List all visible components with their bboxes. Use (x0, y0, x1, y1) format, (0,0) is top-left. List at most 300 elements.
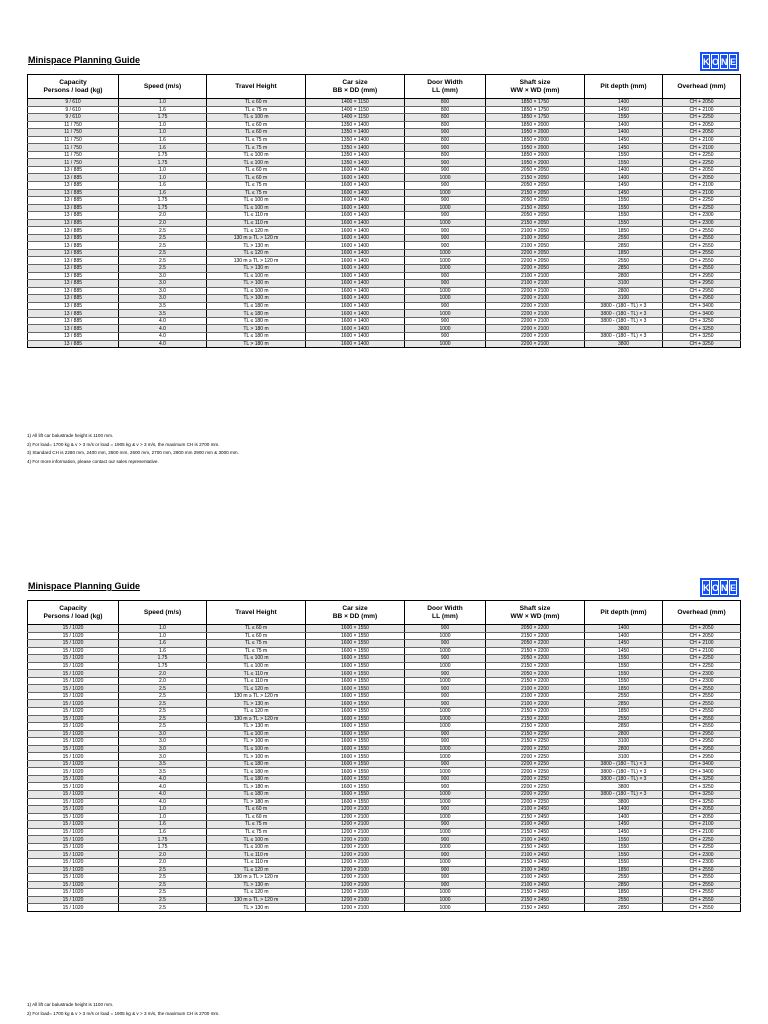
table-cell: CH + 2250 (663, 159, 741, 167)
table-cell: 3.5 (119, 760, 207, 768)
table-cell: 900 (405, 700, 486, 708)
table-row (28, 866, 741, 874)
table-cell: TL ≤ 60 m (207, 166, 306, 174)
column-header-text: Car size (342, 604, 368, 612)
table-row (28, 310, 741, 318)
table-cell: TL ≤ 100 m (207, 745, 306, 753)
column-header-text: Door Width (427, 604, 463, 612)
table-cell: 15 / 1020 (28, 783, 119, 791)
table-cell: CH + 2550 (663, 723, 741, 731)
table-cell: 1600 × 1550 (306, 738, 405, 746)
table-cell: 1400 × 1150 (306, 114, 405, 122)
table-cell: CH + 3250 (663, 783, 741, 791)
table-cell: 2200 × 2100 (486, 287, 585, 295)
table-cell: CH + 3400 (663, 760, 741, 768)
table-cell: 3800 - (180 - TL) × 3 (585, 768, 663, 776)
table-cell: 900 (405, 625, 486, 633)
table-cell: 1000 (405, 791, 486, 799)
table-cell: 15 / 1020 (28, 798, 119, 806)
table-cell: 900 (405, 655, 486, 663)
table-cell: 3.0 (119, 738, 207, 746)
table-cell: 1600 × 1550 (306, 632, 405, 640)
table-cell: 900 (405, 280, 486, 288)
table-cell: 1600 × 1400 (306, 302, 405, 310)
table-row (28, 828, 741, 836)
table-row (28, 159, 741, 167)
table-cell: 13 / 885 (28, 227, 119, 235)
table-cell: 11 / 750 (28, 121, 119, 129)
table-cell: 130 m ≥ TL > 120 m (207, 896, 306, 904)
table-cell: CH + 2050 (663, 166, 741, 174)
table-cell: TL ≤ 75 m (207, 821, 306, 829)
table-cell: 2050 × 2200 (486, 640, 585, 648)
table-cell: 2200 × 2050 (486, 257, 585, 265)
table-cell: 900 (405, 129, 486, 137)
table-cell: 15 / 1020 (28, 700, 119, 708)
column-header (207, 601, 306, 625)
table-cell: 13 / 885 (28, 295, 119, 303)
table-cell: 13 / 885 (28, 317, 119, 325)
table-cell: TL ≤ 180 m (207, 760, 306, 768)
table-cell: CH + 2550 (663, 234, 741, 242)
table-cell: 2150 × 2200 (486, 662, 585, 670)
table-row (28, 287, 741, 295)
table-cell: CH + 2100 (663, 106, 741, 114)
table-cell: 1600 × 1400 (306, 295, 405, 303)
table-cell: 2850 (585, 265, 663, 273)
table-cell: TL ≤ 75 m (207, 647, 306, 655)
table-cell: TL ≤ 180 m (207, 310, 306, 318)
table-cell: 3800 - (180 - TL) × 3 (585, 775, 663, 783)
column-header-text: Shaft size (519, 78, 551, 86)
table-cell: 2.0 (119, 670, 207, 678)
table-cell: 15 / 1020 (28, 889, 119, 897)
table-row (28, 708, 741, 716)
table-cell: 1.6 (119, 182, 207, 190)
table-cell: 900 (405, 182, 486, 190)
table-cell: CH + 2100 (663, 189, 741, 197)
column-header-text: Pit depth (mm) (600, 82, 647, 90)
table-cell: TL ≤ 75 m (207, 136, 306, 144)
table-cell: 15 / 1020 (28, 806, 119, 814)
table-cell: 1.0 (119, 813, 207, 821)
table-cell: CH + 2250 (663, 655, 741, 663)
table-row (28, 106, 741, 114)
table-row (28, 151, 741, 159)
table-cell: 1600 × 1550 (306, 677, 405, 685)
table-cell: 2.5 (119, 234, 207, 242)
table-cell: 13 / 885 (28, 310, 119, 318)
table-cell: 2200 × 2250 (486, 791, 585, 799)
column-header (585, 601, 663, 625)
table-cell: 2.5 (119, 242, 207, 250)
table-cell: 3.0 (119, 295, 207, 303)
table-cell: 1550 (585, 662, 663, 670)
table-cell: 1600 × 1550 (306, 723, 405, 731)
table-cell: 15 / 1020 (28, 858, 119, 866)
table-cell: 15 / 1020 (28, 715, 119, 723)
table-row (28, 234, 741, 242)
table-cell: CH + 2100 (663, 647, 741, 655)
table-cell: 15 / 1020 (28, 738, 119, 746)
table-cell: CH + 3250 (663, 775, 741, 783)
table-row (28, 257, 741, 265)
table-cell: TL ≤ 100 m (207, 151, 306, 159)
table-cell: 1000 (405, 828, 486, 836)
table-cell: 2.5 (119, 896, 207, 904)
table-cell: CH + 2950 (663, 745, 741, 753)
table-row (28, 753, 741, 761)
footnotes (27, 1001, 220, 1018)
table-cell: TL ≤ 110 m (207, 858, 306, 866)
table-cell: TL ≤ 100 m (207, 662, 306, 670)
column-header-text: Overhead (mm) (677, 82, 726, 90)
table-cell: 1000 (405, 745, 486, 753)
table-cell: 1850 × 1750 (486, 99, 585, 107)
table-cell: 2.5 (119, 692, 207, 700)
table-cell: 1600 × 1550 (306, 640, 405, 648)
table-cell: 2150 × 2200 (486, 708, 585, 716)
table-cell: CH + 2950 (663, 730, 741, 738)
table-row (28, 783, 741, 791)
table-cell: 1400 × 1150 (306, 99, 405, 107)
table-cell: 1200 × 2100 (306, 858, 405, 866)
planning-table (27, 74, 741, 348)
table-cell: 2200 × 2050 (486, 265, 585, 273)
table-cell: TL ≤ 180 m (207, 791, 306, 799)
table-cell: 9 / 610 (28, 99, 119, 107)
table-cell: CH + 2100 (663, 136, 741, 144)
table-cell: CH + 2300 (663, 677, 741, 685)
table-cell: 1.75 (119, 843, 207, 851)
table-cell: 2050 × 2200 (486, 625, 585, 633)
table-cell: TL ≤ 120 m (207, 249, 306, 257)
table-cell: 15 / 1020 (28, 685, 119, 693)
table-cell: 900 (405, 242, 486, 250)
table-cell: 1350 × 1400 (306, 144, 405, 152)
planning-table (27, 600, 741, 912)
table-cell: 1600 × 1550 (306, 662, 405, 670)
table-cell: 13 / 885 (28, 272, 119, 280)
table-cell: 1.75 (119, 159, 207, 167)
table-cell: 13 / 885 (28, 302, 119, 310)
table-cell: CH + 2050 (663, 806, 741, 814)
table-cell: CH + 2050 (663, 625, 741, 633)
table-cell: CH + 2550 (663, 881, 741, 889)
table-row (28, 730, 741, 738)
table-cell: TL ≤ 110 m (207, 677, 306, 685)
table-cell: 2.5 (119, 265, 207, 273)
table-cell: 1000 (405, 340, 486, 348)
table-cell: 1600 × 1400 (306, 204, 405, 212)
table-cell: 1350 × 1400 (306, 159, 405, 167)
table-cell: 1000 (405, 295, 486, 303)
table-cell: 1.75 (119, 836, 207, 844)
table-cell: 1000 (405, 843, 486, 851)
table-row (28, 715, 741, 723)
table-cell: 15 / 1020 (28, 904, 119, 912)
table-cell: CH + 2550 (663, 715, 741, 723)
kone-logo (700, 578, 739, 597)
table-cell: TL ≤ 120 m (207, 889, 306, 897)
table-cell: 1600 × 1400 (306, 182, 405, 190)
table-cell: 1000 (405, 798, 486, 806)
table-cell: 1000 (405, 219, 486, 227)
table-cell: TL ≤ 60 m (207, 632, 306, 640)
table-cell: 1.0 (119, 99, 207, 107)
table-cell: 1000 (405, 632, 486, 640)
table-cell: 900 (405, 234, 486, 242)
table-cell: TL ≤ 100 m (207, 836, 306, 844)
table-cell: 13 / 885 (28, 174, 119, 182)
column-header-text: Capacity (59, 78, 87, 86)
table-cell: 1850 × 2000 (486, 136, 585, 144)
table-cell: 11 / 750 (28, 159, 119, 167)
table-row (28, 821, 741, 829)
table-cell: 3800 - (180 - TL) × 3 (585, 310, 663, 318)
table-cell: 1550 (585, 159, 663, 167)
table-cell: TL ≤ 100 m (207, 114, 306, 122)
table-cell: CH + 2250 (663, 197, 741, 205)
table-cell: 15 / 1020 (28, 625, 119, 633)
table-cell: 3100 (585, 280, 663, 288)
table-cell: CH + 2250 (663, 836, 741, 844)
table-cell: 13 / 885 (28, 332, 119, 340)
table-cell: 1550 (585, 843, 663, 851)
table-cell: 130 m ≥ TL > 120 m (207, 257, 306, 265)
table-cell: 15 / 1020 (28, 640, 119, 648)
table-cell: 2100 × 2450 (486, 874, 585, 882)
table-row (28, 625, 741, 633)
table-cell: 3800 - (180 - TL) × 3 (585, 332, 663, 340)
table-cell: 2050 × 2050 (486, 197, 585, 205)
table-cell: 800 (405, 99, 486, 107)
table-cell: 1850 (585, 866, 663, 874)
table-cell: 2150 × 2050 (486, 174, 585, 182)
table-cell: 2800 (585, 272, 663, 280)
column-header (28, 75, 119, 99)
table-cell: 13 / 885 (28, 204, 119, 212)
column-header-text: Persons / load (kg) (43, 612, 103, 620)
table-cell: 1000 (405, 287, 486, 295)
table-cell: 15 / 1020 (28, 881, 119, 889)
table-cell: 1550 (585, 677, 663, 685)
table-cell: 800 (405, 106, 486, 114)
table-cell: 900 (405, 212, 486, 220)
column-header (119, 75, 207, 99)
table-cell: TL ≤ 180 m (207, 332, 306, 340)
table-cell: 900 (405, 881, 486, 889)
table-cell: 1200 × 2100 (306, 828, 405, 836)
table-cell: 4.0 (119, 332, 207, 340)
table-row (28, 677, 741, 685)
table-cell: TL ≤ 100 m (207, 730, 306, 738)
table-cell: 4.0 (119, 798, 207, 806)
table-cell: TL ≤ 60 m (207, 174, 306, 182)
table-cell: 1200 × 2100 (306, 843, 405, 851)
table-cell: 1850 (585, 685, 663, 693)
table-cell: CH + 2550 (663, 265, 741, 273)
table-cell: 15 / 1020 (28, 677, 119, 685)
footnote: 2) For load= 1700 kg & v > 3 m/s or load = 1905 kg & v > 3 m/s, the maximum CH is 2700 mm. (27, 1010, 220, 1016)
table-cell: 13 / 885 (28, 280, 119, 288)
table-cell: 1600 × 1400 (306, 242, 405, 250)
table-cell: 1600 × 1400 (306, 227, 405, 235)
table-cell: 4.0 (119, 775, 207, 783)
table-cell: 1450 (585, 182, 663, 190)
table-cell: 1.0 (119, 625, 207, 633)
table-cell: 2100 × 2450 (486, 821, 585, 829)
table-cell: TL ≤ 100 m (207, 843, 306, 851)
table-cell: CH + 2550 (663, 708, 741, 716)
table-row (28, 332, 741, 340)
table-cell: TL > 180 m (207, 340, 306, 348)
table-cell: 1600 × 1400 (306, 212, 405, 220)
table-row (28, 768, 741, 776)
footnote: 2) For load= 1700 kg & v > 3 m/s or load = 1905 kg & v > 3 m/s, the maximum CH is 2700 mm. (27, 441, 220, 447)
table-cell: 15 / 1020 (28, 896, 119, 904)
table-cell: 2.5 (119, 700, 207, 708)
table-cell: CH + 2250 (663, 151, 741, 159)
table-cell: 15 / 1020 (28, 768, 119, 776)
table-cell: 1000 (405, 677, 486, 685)
table-cell: CH + 2250 (663, 662, 741, 670)
table-cell: 2.5 (119, 249, 207, 257)
table-cell: 2150 × 2250 (486, 738, 585, 746)
table-cell: 1600 × 1550 (306, 753, 405, 761)
table-cell: 1600 × 1550 (306, 768, 405, 776)
table-cell: 4.0 (119, 340, 207, 348)
table-cell: 13 / 885 (28, 325, 119, 333)
table-cell: 1000 (405, 325, 486, 333)
logo-letter: K (702, 580, 710, 595)
table-cell: 1550 (585, 670, 663, 678)
table-cell: 2100 × 2450 (486, 866, 585, 874)
table-cell: CH + 2300 (663, 670, 741, 678)
table-cell: 15 / 1020 (28, 655, 119, 663)
table-cell: 1600 × 1400 (306, 166, 405, 174)
table-row (28, 806, 741, 814)
table-cell: CH + 3250 (663, 340, 741, 348)
table-cell: 1400 (585, 121, 663, 129)
table-cell: 1000 (405, 858, 486, 866)
table-cell: TL ≤ 60 m (207, 121, 306, 129)
table-cell: TL ≤ 60 m (207, 129, 306, 137)
table-cell: CH + 3400 (663, 310, 741, 318)
table-cell: 13 / 885 (28, 182, 119, 190)
table-cell: 2.0 (119, 212, 207, 220)
table-row (28, 647, 741, 655)
table-cell: 2200 × 2100 (486, 302, 585, 310)
table-row (28, 212, 741, 220)
table-cell: 3800 - (180 - TL) × 3 (585, 791, 663, 799)
table-cell: 900 (405, 874, 486, 882)
table-cell: 900 (405, 738, 486, 746)
table-cell: 9 / 610 (28, 114, 119, 122)
table-cell: 800 (405, 121, 486, 129)
table-cell: 2850 (585, 242, 663, 250)
table-cell: 1350 × 1400 (306, 129, 405, 137)
table-cell: 2100 × 2050 (486, 227, 585, 235)
logo-letter: N (720, 580, 728, 595)
table-cell: 1.6 (119, 189, 207, 197)
table-cell: 3.0 (119, 753, 207, 761)
table-cell: CH + 3250 (663, 798, 741, 806)
table-cell: 11 / 750 (28, 144, 119, 152)
logo-letter: O (711, 54, 719, 69)
table-cell: 13 / 885 (28, 242, 119, 250)
table-cell: CH + 2950 (663, 295, 741, 303)
table-cell: CH + 2100 (663, 828, 741, 836)
table-cell: CH + 2950 (663, 272, 741, 280)
table-cell: 1400 (585, 813, 663, 821)
footnotes (27, 432, 239, 466)
table-cell: 2200 × 2100 (486, 325, 585, 333)
table-cell: 2150 × 2200 (486, 647, 585, 655)
table-cell: 1850 (585, 227, 663, 235)
table-cell: CH + 2550 (663, 227, 741, 235)
table-cell: 900 (405, 159, 486, 167)
table-cell: 1600 × 1550 (306, 647, 405, 655)
table-cell: 1.0 (119, 174, 207, 182)
table-cell: 1600 × 1550 (306, 783, 405, 791)
table-cell: 1200 × 2100 (306, 851, 405, 859)
table-cell: 1000 (405, 249, 486, 257)
table-cell: 2150 × 2200 (486, 632, 585, 640)
table-cell: 15 / 1020 (28, 692, 119, 700)
table-cell: CH + 3250 (663, 325, 741, 333)
column-header-text: Travel Height (235, 608, 277, 616)
table-cell: 15 / 1020 (28, 821, 119, 829)
table-row (28, 272, 741, 280)
column-header (405, 601, 486, 625)
table-cell: 1550 (585, 151, 663, 159)
table-header-row (28, 75, 741, 99)
table-cell: 1600 × 1400 (306, 189, 405, 197)
table-cell: 2200 × 2250 (486, 768, 585, 776)
table-row (28, 745, 741, 753)
table-cell: 1600 × 1400 (306, 280, 405, 288)
table-cell: CH + 2050 (663, 632, 741, 640)
table-cell: 2850 (585, 700, 663, 708)
column-header (663, 601, 741, 625)
table-row (28, 889, 741, 897)
table-cell: 900 (405, 783, 486, 791)
table-cell: 2.5 (119, 708, 207, 716)
table-cell: 2100 × 2050 (486, 242, 585, 250)
table-cell: 2150 × 2450 (486, 843, 585, 851)
table-cell: 11 / 750 (28, 129, 119, 137)
table-row (28, 219, 741, 227)
table-cell: CH + 2100 (663, 821, 741, 829)
table-cell: TL > 180 m (207, 783, 306, 791)
table-cell: 2100 × 2200 (486, 685, 585, 693)
table-cell: 1600 × 1550 (306, 715, 405, 723)
table-cell: 3100 (585, 295, 663, 303)
table-cell: 2.0 (119, 219, 207, 227)
table-cell: 1000 (405, 813, 486, 821)
table-cell: 130 m ≥ TL > 120 m (207, 715, 306, 723)
table-cell: 2200 × 2250 (486, 775, 585, 783)
table-cell: 900 (405, 692, 486, 700)
table-row (28, 791, 741, 799)
table-cell: 900 (405, 166, 486, 174)
table-cell: 1000 (405, 708, 486, 716)
table-cell: 2100 × 2100 (486, 272, 585, 280)
table-cell: 2200 × 2050 (486, 249, 585, 257)
column-header-text: Speed (m/s) (143, 82, 182, 90)
table-cell: 900 (405, 775, 486, 783)
